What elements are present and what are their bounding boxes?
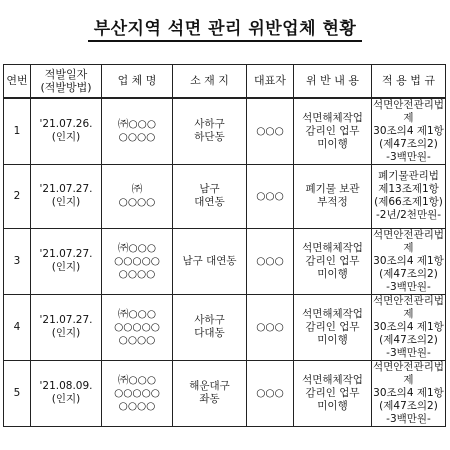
cell-company: ㈜○○○ ○○○○○ ○○○○ bbox=[102, 228, 173, 294]
cell-representative: ○○○ bbox=[247, 98, 294, 165]
cell-violation: 석면해체작업 감리인 업무 미이행 bbox=[294, 98, 372, 165]
table-row bbox=[4, 164, 446, 228]
header-violation: 위 반 내 용 bbox=[294, 65, 372, 98]
cell-company: ㈜○○○ ○○○○○ ○○○○ bbox=[102, 360, 173, 426]
cell-no: 5 bbox=[4, 360, 31, 426]
cell-company: ㈜ ○○○○ bbox=[102, 164, 173, 228]
cell-location: 남구 대연동 bbox=[173, 228, 247, 294]
header-representative: 대표자 bbox=[247, 65, 294, 98]
cell-no: 1 bbox=[4, 98, 31, 165]
cell-no: 4 bbox=[4, 294, 31, 360]
cell-no: 2 bbox=[4, 164, 31, 228]
cell-location: 남구 대연동 bbox=[173, 164, 247, 228]
violations-table bbox=[3, 64, 446, 427]
table-row bbox=[4, 294, 446, 360]
header-company: 업 체 명 bbox=[102, 65, 173, 98]
header-date: 적발일자 (적발방법) bbox=[31, 65, 102, 98]
cell-company: ㈜○○○ ○○○○ bbox=[102, 98, 173, 165]
cell-representative: ○○○ bbox=[247, 164, 294, 228]
cell-law: 석면안전관리법제 30조의4 제1항 (제47조의2) -3백만원- bbox=[373, 360, 445, 425]
table-header-row bbox=[4, 65, 446, 98]
cell-date: '21.07.27. (인지) bbox=[31, 294, 102, 360]
cell-representative: ○○○ bbox=[247, 360, 294, 426]
cell-violation: 석면해체작업 감리인 업무 미이행 bbox=[294, 294, 372, 360]
cell-company: ㈜○○○ ○○○○○ ○○○○ bbox=[102, 294, 173, 360]
cell-law: 석면안전관리법제 30조의4 제1항 (제47조의2) -3백만원- bbox=[373, 98, 445, 163]
cell-law: 석면안전관리법제 30조의4 제1항 (제47조의2) -3백만원- bbox=[373, 294, 445, 359]
header-location: 소 재 지 bbox=[173, 65, 247, 98]
cell-location: 사하구 다대동 bbox=[173, 294, 247, 360]
document-title bbox=[0, 14, 450, 39]
cell-representative: ○○○ bbox=[247, 228, 294, 294]
cell-date: '21.07.27. (인지) bbox=[31, 164, 102, 228]
cell-date: '21.07.26. (인지) bbox=[31, 98, 102, 165]
header-law: 적 용 법 규 bbox=[372, 65, 446, 98]
cell-representative: ○○○ bbox=[247, 294, 294, 360]
cell-no: 3 bbox=[4, 228, 31, 294]
cell-violation: 석면해체작업 감리인 업무 미이행 bbox=[294, 228, 372, 294]
header-no: 연번 bbox=[4, 65, 31, 98]
cell-law: 석면안전관리법제 30조의4 제1항 (제47조의2) -3백만원- bbox=[373, 228, 445, 293]
table-row bbox=[4, 228, 446, 294]
cell-date: '21.07.27. (인지) bbox=[31, 228, 102, 294]
cell-violation: 폐기물 보관 부적정 bbox=[294, 164, 372, 228]
cell-law: 폐기물관리법 제13조제1항 (제66조제1항) -2년/2천만원- bbox=[372, 164, 446, 228]
cell-location: 해운대구 좌동 bbox=[173, 360, 247, 426]
table-row bbox=[4, 360, 446, 426]
table-row bbox=[4, 98, 446, 165]
cell-date: '21.08.09. (인지) bbox=[31, 360, 102, 426]
document-title-text: 부산지역 석면 관리 위반업체 현황 bbox=[88, 19, 363, 42]
cell-violation: 석면해체작업 감리인 업무 미이행 bbox=[294, 360, 372, 426]
cell-location: 사하구 하단동 bbox=[173, 98, 247, 165]
